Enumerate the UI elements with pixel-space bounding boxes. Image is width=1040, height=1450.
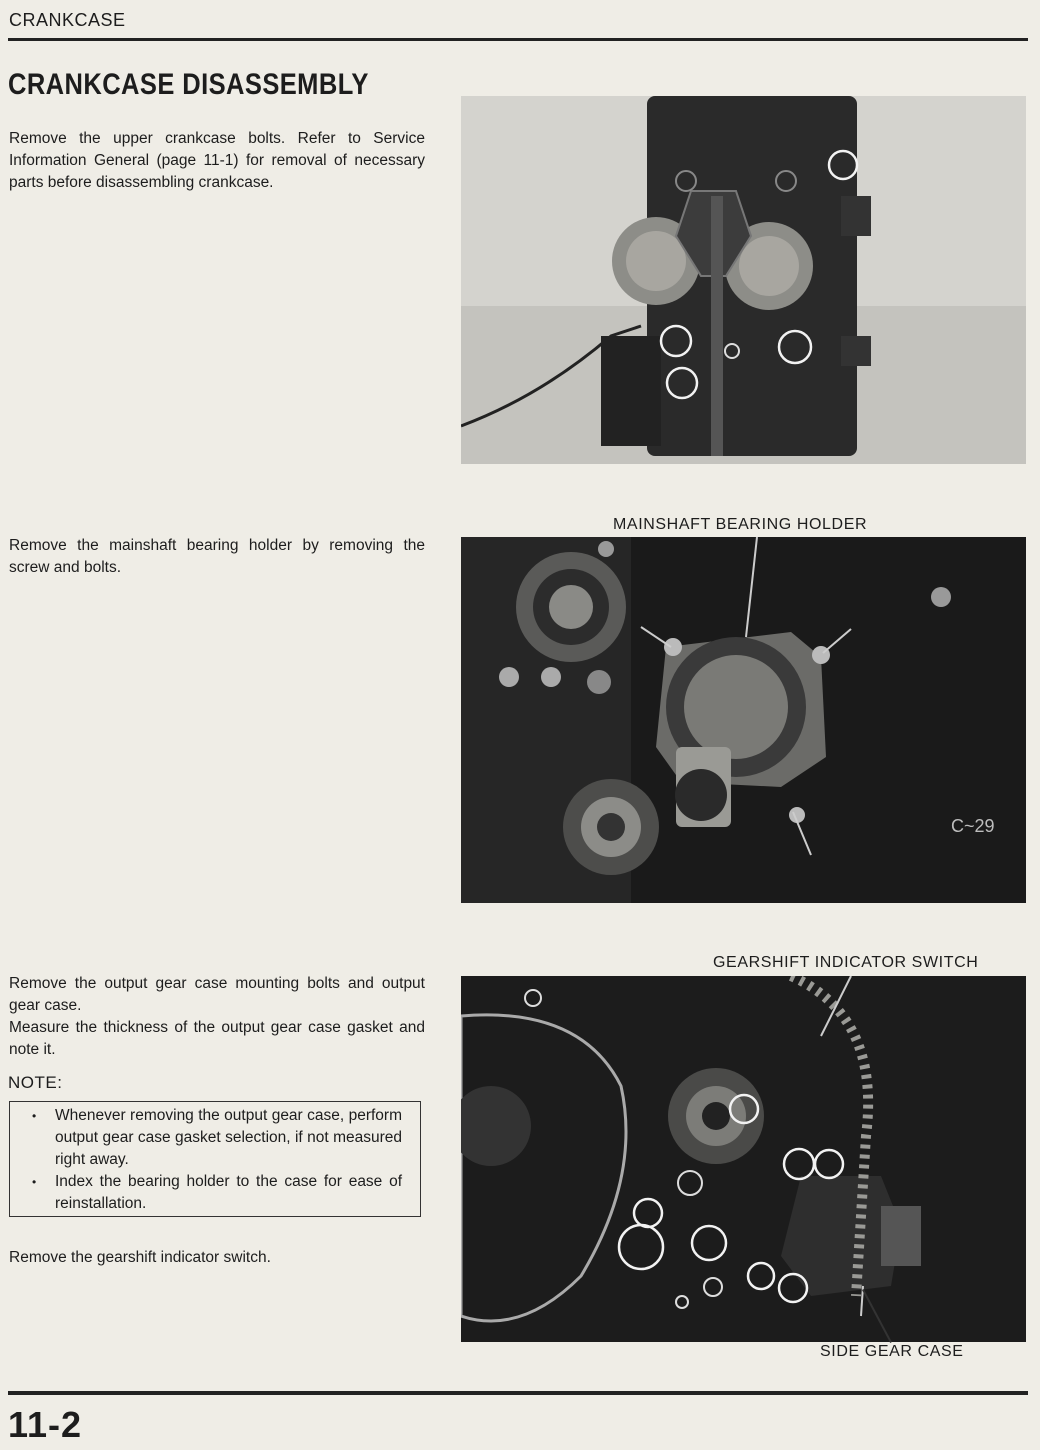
callout-side-gear-case: SIDE GEAR CASE — [820, 1343, 964, 1360]
note-label: NOTE: — [8, 1073, 63, 1092]
header-rule — [8, 38, 1028, 41]
photo-upper-crankcase — [461, 96, 1026, 464]
page-number: 11-2 — [8, 1404, 83, 1445]
step-text-gearshift-switch: Remove the gearshift indicator switch. — [9, 1249, 271, 1266]
section-header: CRANKCASE — [9, 10, 126, 30]
step-text-bearing-holder: Remove the mainshaft bearing holder by removing the screw and bolts. — [9, 537, 425, 576]
callout-mainshaft-bearing-holder: MAINSHAFT BEARING HOLDER — [613, 516, 868, 533]
step-text-upper-bolts: Remove the upper crankcase bolts. Refer to Service Information General (page 11-1) for removal of necessary parts before disassembling crankcase. — [9, 130, 425, 191]
note-item: • Index the bearing holder to the case for ease of reinstallation. — [30, 1171, 402, 1215]
step-text-measure-gasket: Measure the thickness of the output gear case gasket and note it. — [9, 1019, 425, 1058]
note-item: • Whenever removing the output gear case, perform output gear case gasket selection, if not measured right away. — [30, 1105, 402, 1171]
photo-output-gear-case — [461, 976, 1026, 1342]
step-text-output-gear-case: Remove the output gear case mounting bolts and output gear case. — [9, 975, 425, 1014]
callout-gearshift-indicator-switch: GEARSHIFT INDICATOR SWITCH — [713, 954, 979, 971]
photo-mainshaft-bearing-holder — [461, 537, 1026, 903]
footer-rule — [8, 1391, 1028, 1395]
photo-mark: C~29 — [951, 816, 995, 836]
note-box — [9, 1101, 421, 1217]
page-title: CRANKCASE DISASSEMBLY — [8, 68, 369, 101]
